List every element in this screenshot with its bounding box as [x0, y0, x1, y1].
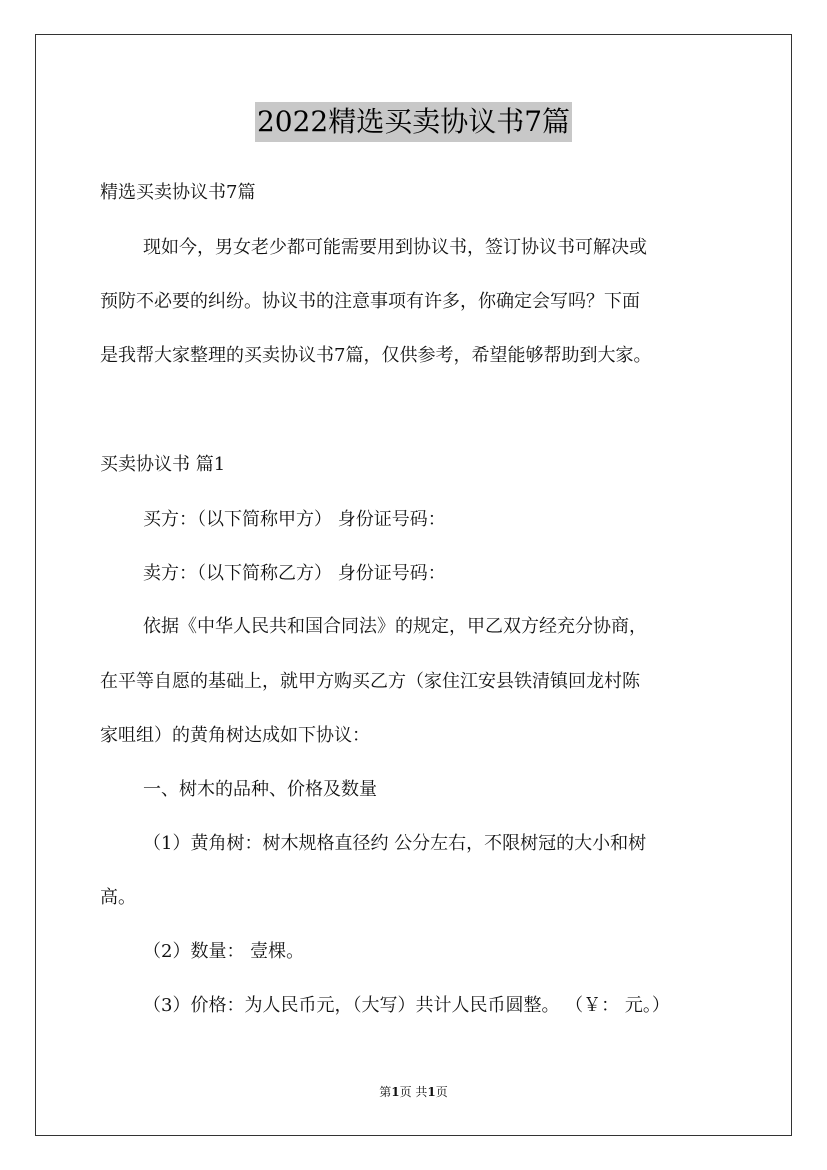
basis-line-3: 家咀组）的黄角树达成如下协议： — [100, 725, 370, 746]
clause-heading: 一、树木的品种、价格及数量 — [143, 779, 377, 800]
basis-line-1: 依据《中华人民共和国合同法》的规定，甲乙双方经充分协商， — [143, 616, 647, 637]
document-subtitle: 精选买卖协议书7篇 — [100, 182, 256, 203]
item1-line-1: （1）黄角树：树木规格直径约 公分左右，不限树冠的大小和树 — [143, 833, 647, 854]
footer-page-total: 1 — [427, 1085, 436, 1099]
document-title: 2022精选买卖协议书7篇 — [255, 102, 572, 142]
basis-line-2: 在平等自愿的基础上，就甲方购买乙方（家住江安县铁清镇回龙村陈 — [100, 671, 640, 692]
item3-line: （3）价格：为人民币元，（大写）共计人民币圆整。 （￥： 元。） — [143, 995, 670, 1016]
footer-page-current: 1 — [391, 1085, 400, 1099]
footer-page-prefix: 第 — [379, 1085, 392, 1099]
footer-page-mid: 页 共 — [399, 1085, 428, 1099]
title-container — [0, 102, 827, 142]
footer-page-suffix: 页 — [435, 1085, 448, 1099]
buyer-line: 买方：（以下简称甲方） 身份证号码： — [143, 509, 446, 530]
seller-line: 卖方：（以下简称乙方） 身份证号码： — [143, 563, 446, 584]
item2-line: （2）数量： 壹棵。 — [143, 941, 305, 962]
page-footer — [0, 1084, 827, 1100]
item1-line-2: 高。 — [100, 887, 136, 908]
section-heading: 买卖协议书 篇1 — [100, 454, 226, 475]
intro-line-2: 预防不必要的纠纷。协议书的注意事项有许多，你确定会写吗？下面 — [100, 291, 640, 312]
intro-line-1: 现如今，男女老少都可能需要用到协议书，签订协议书可解决或 — [143, 237, 647, 258]
intro-line-3: 是我帮大家整理的买卖协议书7篇，仅供参考，希望能够帮助到大家。 — [100, 345, 652, 366]
